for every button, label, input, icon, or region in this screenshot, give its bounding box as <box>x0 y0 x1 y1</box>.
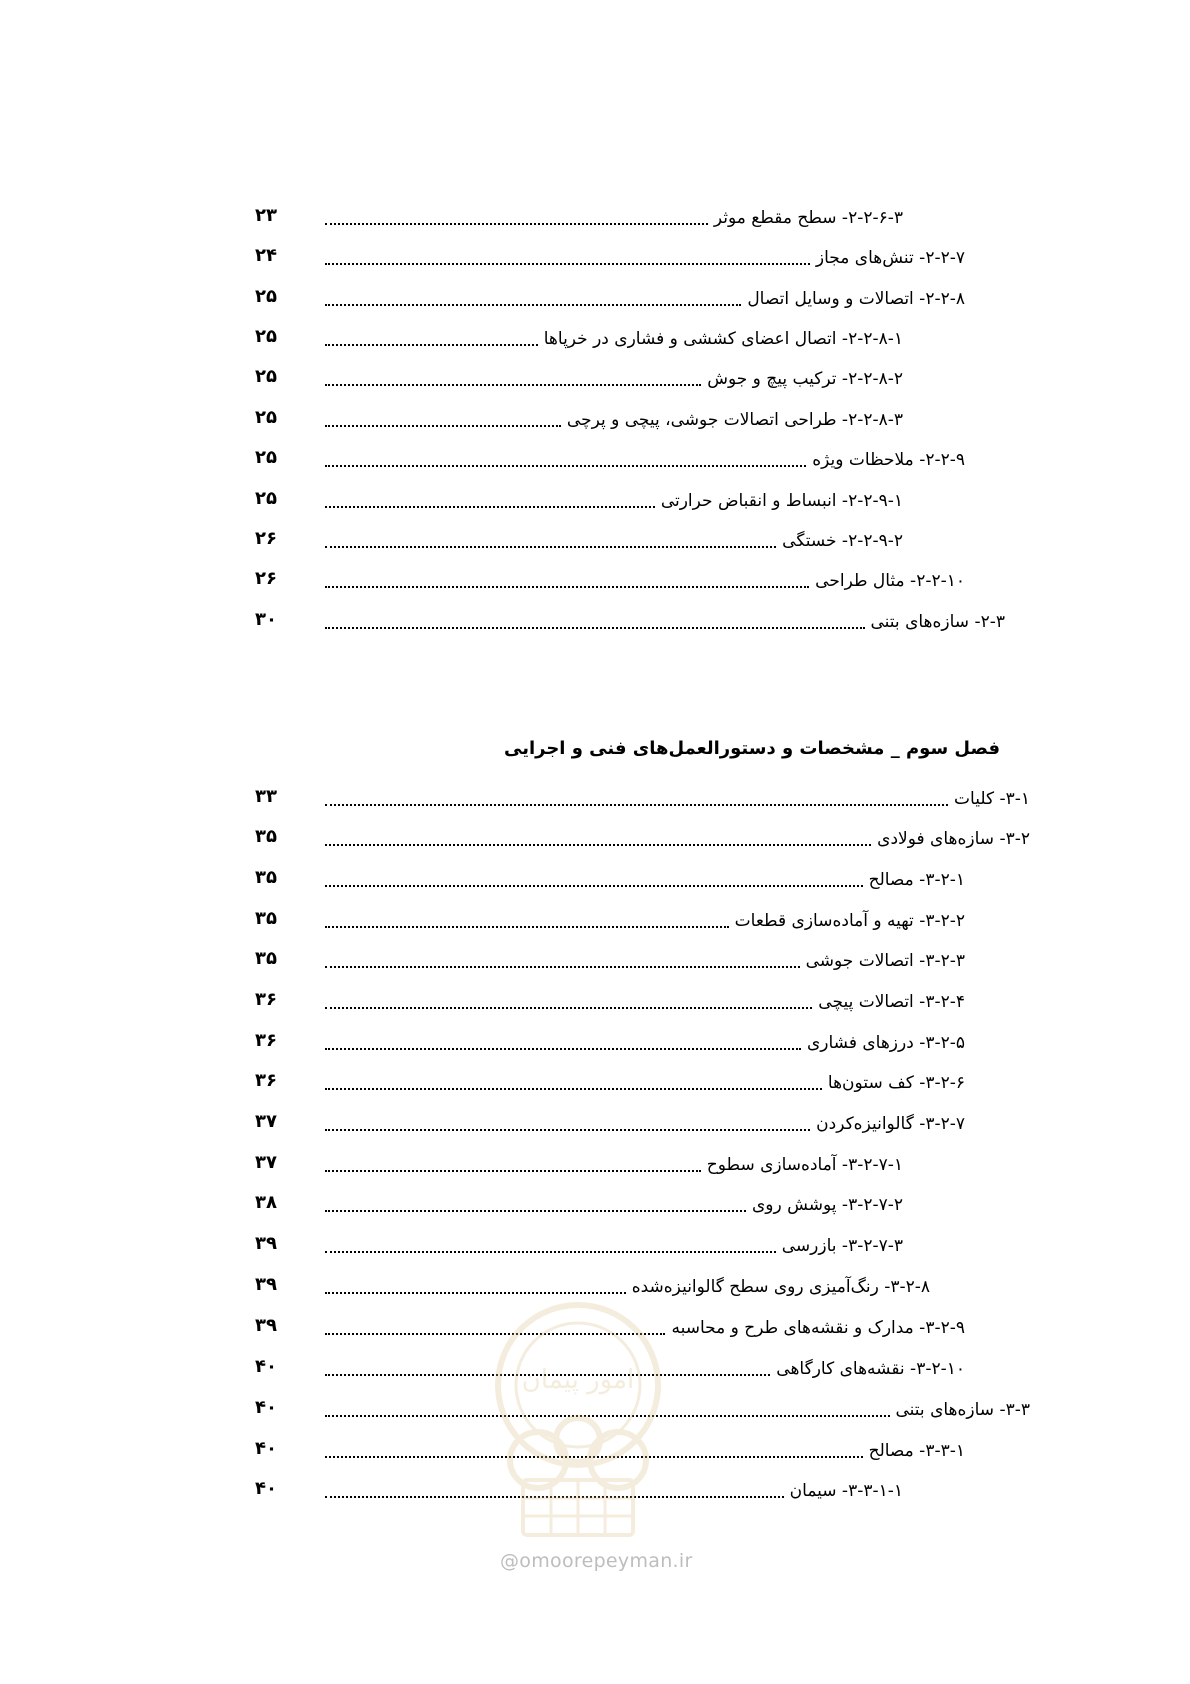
toc-entry-body <box>325 1068 965 1098</box>
toc-entry-title: ۳-۲-۳- اتصالات جوشی <box>805 951 965 971</box>
toc-entry-body <box>325 1190 903 1220</box>
toc-entry[interactable] <box>0 1354 1190 1384</box>
dot-leader <box>325 1210 746 1212</box>
toc-entry[interactable] <box>0 486 1190 516</box>
toc-entry-title: ۳-۲-۱۰- نقشه‌های کارگاهی <box>776 1359 965 1379</box>
toc-entry[interactable] <box>0 526 1190 556</box>
chapter-heading: فصل سوم _ مشخصات و دستورالعمل‌های فنی و اجرایی <box>503 738 1000 759</box>
dot-leader <box>325 546 776 548</box>
toc-entry-body <box>325 1028 965 1058</box>
toc-entry[interactable] <box>0 243 1190 273</box>
dot-leader <box>325 506 655 508</box>
toc-entry-title: ۲-۲-۷- تنش‌های مجاز <box>815 248 965 268</box>
watermark-handle: @omoorepeyman.ir <box>500 1550 693 1572</box>
toc-entry-title: ۳-۲-۴- اتصالات پیچی <box>818 992 965 1012</box>
dot-leader <box>325 263 810 265</box>
toc-entry[interactable] <box>0 784 1190 814</box>
toc-page-number: ۲۵ <box>255 326 277 347</box>
dot-leader <box>325 885 863 887</box>
toc-entry-title: ۳-۲-۱- مصالح <box>868 870 965 890</box>
watermark-logo-text: امور پیمان <box>521 1365 635 1395</box>
toc-entry-body <box>325 1436 965 1466</box>
toc-entry[interactable] <box>0 1436 1190 1466</box>
dot-leader <box>325 1129 810 1131</box>
toc-entry-body <box>325 203 903 233</box>
toc-entry-title: ۲-۲-۶-۳- سطح مقطع موثر <box>713 208 903 228</box>
toc-entry-body <box>325 486 903 516</box>
toc-page-number: ۳۶ <box>255 1030 277 1051</box>
toc-page-number: ۴۰ <box>255 1397 277 1418</box>
toc-entry[interactable] <box>0 1150 1190 1180</box>
toc-entry-body <box>325 1272 930 1302</box>
dot-leader <box>325 627 865 629</box>
toc-entry[interactable] <box>0 445 1190 475</box>
dot-leader <box>325 1007 812 1009</box>
toc-page-number: ۴۰ <box>255 1438 277 1459</box>
toc-page-number: ۳۰ <box>255 609 277 630</box>
toc-entry[interactable] <box>0 987 1190 1017</box>
toc-entry-body <box>325 405 903 435</box>
dot-leader <box>325 465 806 467</box>
toc-entry-title: ۳-۲- سازه‌های فولادی <box>877 829 1030 849</box>
toc-entry-body <box>325 1476 903 1506</box>
toc-entry-body <box>325 784 1030 814</box>
toc-page-number: ۳۵ <box>255 908 277 929</box>
dot-leader <box>325 1251 776 1253</box>
toc-entry[interactable] <box>0 1313 1190 1343</box>
dot-leader <box>325 1374 770 1376</box>
toc-entry-body <box>325 324 903 354</box>
toc-page-number: ۴۰ <box>255 1478 277 1499</box>
toc-entry[interactable] <box>0 1272 1190 1302</box>
toc-entry[interactable] <box>0 284 1190 314</box>
toc-entry-title: ۲-۲-۸-۱- اتصال اعضای کششی و فشاری در خرپاها <box>543 329 903 349</box>
toc-page-number: ۳۵ <box>255 867 277 888</box>
toc-page-number: ۲۴ <box>255 245 277 266</box>
toc-entry-title: ۲-۲-۸-۲- ترکیب پیچ و جوش <box>707 369 903 389</box>
dot-leader <box>325 926 729 928</box>
toc-entry-title: ۳-۲-۵- درزهای فشاری <box>806 1033 965 1053</box>
toc-entry-title: ۳-۲-۶- کف ستون‌ها <box>827 1073 965 1093</box>
toc-entry[interactable] <box>0 607 1190 637</box>
toc-entry-title: ۳-۲-۷-۳- بازرسی <box>781 1236 903 1256</box>
toc-page-number: ۳۶ <box>255 1070 277 1091</box>
dot-leader <box>325 966 800 968</box>
toc-entry[interactable] <box>0 1395 1190 1425</box>
toc-entry-title: ۲-۲-۹-۲- خستگی <box>782 531 903 551</box>
toc-entry-body <box>325 946 965 976</box>
toc-entry[interactable] <box>0 1028 1190 1058</box>
dot-leader <box>325 1292 626 1294</box>
toc-entry[interactable] <box>0 1190 1190 1220</box>
toc-page-number: ۳۶ <box>255 989 277 1010</box>
toc-entry-title: ۳-۲-۸- رنگ‌آمیزی روی سطح گالوانیزه‌شده <box>631 1277 930 1297</box>
toc-entry[interactable] <box>0 865 1190 895</box>
toc-entry-title: ۳-۲-۷- گالوانیزه‌کردن <box>816 1114 965 1134</box>
toc-entry[interactable] <box>0 1109 1190 1139</box>
toc-entry[interactable] <box>0 364 1190 394</box>
toc-entry-body <box>325 1231 903 1261</box>
toc-entry-body <box>325 445 965 475</box>
toc-entry-title: ۲-۲-۸- اتصالات و وسایل اتصال <box>747 289 965 309</box>
toc-entry[interactable] <box>0 1231 1190 1261</box>
toc-entry-title: ۲-۲-۹- ملاحظات ویژه <box>812 450 965 470</box>
dot-leader <box>325 384 701 386</box>
toc-entry-title: ۳-۱- کلیات <box>954 789 1030 809</box>
toc-entry-body <box>325 607 1005 637</box>
toc-entry[interactable] <box>0 906 1190 936</box>
toc-entry-title: ۳-۳-۱- مصالح <box>868 1441 965 1461</box>
toc-page-number: ۲۵ <box>255 407 277 428</box>
toc-page-number: ۳۹ <box>255 1274 277 1295</box>
dot-leader <box>325 1048 801 1050</box>
toc-entry-title: ۳-۳- سازه‌های بتنی <box>895 1400 1030 1420</box>
toc-entry-title: ۳-۲-۲- تهیه و آماده‌سازی قطعات <box>734 911 965 931</box>
toc-entry-body <box>325 243 965 273</box>
toc-entry-body <box>325 1313 965 1343</box>
dot-leader <box>325 223 708 225</box>
toc-page-number: ۳۳ <box>255 786 277 807</box>
dot-leader <box>325 1456 863 1458</box>
dot-leader <box>325 586 809 588</box>
toc-page-number: ۳۵ <box>255 948 277 969</box>
dot-leader <box>325 804 948 806</box>
dot-leader <box>325 1496 784 1498</box>
toc-entry-title: ۲-۲-۸-۳- طراحی اتصالات جوشی، پیچی و پرچی <box>566 410 903 430</box>
toc-entry-body <box>325 906 965 936</box>
toc-entry-body <box>325 526 903 556</box>
toc-entry[interactable] <box>0 566 1190 596</box>
toc-page-number: ۳۵ <box>255 826 277 847</box>
toc-entry-body <box>325 1150 903 1180</box>
toc-entry-body <box>325 1395 1030 1425</box>
toc-entry[interactable] <box>0 1476 1190 1506</box>
toc-page-number: ۲۳ <box>255 205 277 226</box>
toc-entry-body <box>325 1109 965 1139</box>
toc-page-number: ۳۹ <box>255 1315 277 1336</box>
dot-leader <box>325 344 538 346</box>
toc-entry-body <box>325 987 965 1017</box>
toc-entry-body <box>325 1354 965 1384</box>
dot-leader <box>325 1415 890 1417</box>
toc-entry-title: ۲-۲-۹-۱- انبساط و انقباض حرارتی <box>660 491 903 511</box>
toc-entry-body <box>325 284 965 314</box>
toc-entry[interactable] <box>0 324 1190 354</box>
dot-leader <box>325 844 871 846</box>
toc-entry-title: ۳-۲-۷-۱- آماده‌سازی سطوح <box>706 1155 903 1175</box>
toc-entry[interactable] <box>0 824 1190 854</box>
toc-entry[interactable] <box>0 203 1190 233</box>
dot-leader <box>325 1088 822 1090</box>
toc-entry[interactable] <box>0 405 1190 435</box>
toc-entry-title: ۳-۲-۹- مدارک و نقشه‌های طرح و محاسبه <box>671 1318 965 1338</box>
dot-leader <box>325 304 741 306</box>
toc-page-number: ۲۵ <box>255 447 277 468</box>
toc-page-number: ۲۵ <box>255 366 277 387</box>
toc-entry-body <box>325 566 965 596</box>
toc-page-number: ۳۸ <box>255 1192 277 1213</box>
toc-entry-title: ۲-۲-۱۰- مثال طراحی <box>815 571 965 591</box>
toc-entry-title: ۲-۳- سازه‌های بتنی <box>870 612 1005 632</box>
dot-leader <box>325 1333 665 1335</box>
toc-entry[interactable] <box>0 1068 1190 1098</box>
toc-page-number: ۲۶ <box>255 568 277 589</box>
toc-entry-body <box>325 364 903 394</box>
dot-leader <box>325 1170 701 1172</box>
toc-page-number: ۲۵ <box>255 488 277 509</box>
toc-page-number: ۳۷ <box>255 1111 277 1132</box>
toc-page-number: ۲۵ <box>255 286 277 307</box>
toc-page-number: ۳۹ <box>255 1233 277 1254</box>
toc-entry-body <box>325 865 965 895</box>
dot-leader <box>325 425 561 427</box>
toc-entry-title: ۳-۳-۱-۱- سیمان <box>789 1481 903 1501</box>
toc-page-number: ۲۶ <box>255 528 277 549</box>
toc-entry-title: ۳-۲-۷-۲- پوشش روی <box>751 1195 903 1215</box>
toc-page-number: ۳۷ <box>255 1152 277 1173</box>
toc-page-number: ۴۰ <box>255 1356 277 1377</box>
toc-entry-body <box>325 824 1030 854</box>
toc-entry[interactable] <box>0 946 1190 976</box>
